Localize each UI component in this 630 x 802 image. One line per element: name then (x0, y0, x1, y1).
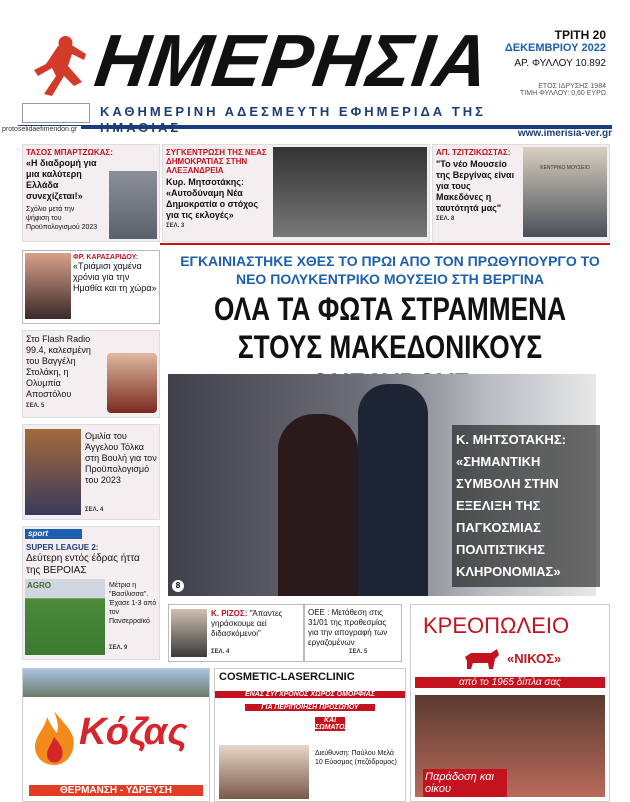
kozas-sub: ΘΕΡΜΑΝΣΗ - ΥΔΡΕΥΣΗ (29, 785, 203, 796)
runner-logo-icon (28, 30, 88, 100)
teaser-quote: «Η διαδρομή για μια καλύτερη Ελλάδα συνεχίζεται!» (26, 158, 97, 201)
price: ΤΙΜΗ ΦΥΛΛΟΥ: 0,60 ΕΥΡΩ (520, 90, 606, 97)
story-text: Στο Flash Radio 99.4, καλεσμένη του Βαγγέλη Στολάκη, η Ολυμπία Αποστόλου (26, 334, 91, 399)
story-flash-radio[interactable] (22, 330, 160, 418)
flame-icon (29, 709, 79, 767)
teaser-bartzokas[interactable] (22, 144, 160, 242)
story-page: ΣΕΛ. 4 (85, 507, 104, 513)
date-month: ΔΕΚΕΜΒΡΙΟΥ 2022 (504, 42, 606, 54)
bull-icon (461, 647, 501, 673)
story-name: Κ. ΡΙΖΟΣ: (211, 609, 248, 618)
tzitzikostas-photo (523, 147, 607, 237)
story-oee[interactable] (304, 604, 402, 662)
quote-name: Κ. ΜΗΤΣΟΤΑΚΗΣ: (456, 432, 566, 447)
sport-logo: sport (25, 529, 82, 539)
masthead-tagline: ΚΑΘΗΜΕΡΙΝΗ ΑΔΕΣΜΕΥΤΗ ΕΦΗΜΕΡΙΔΑ ΤΗΣ (100, 104, 486, 119)
story-tolkas[interactable] (22, 424, 160, 520)
story-title: SUPER LEAGUE 2: (26, 543, 99, 552)
mitsotakis-figure (358, 384, 428, 596)
teaser-nd-rally[interactable] (162, 144, 430, 242)
story-text: "Άπαντες γηράσκουμε αεί διδασκόμενοι" (211, 609, 283, 638)
date-day: ΤΡΙΤΗ 20 (554, 28, 606, 42)
kreopoleio-name: «ΝΙΚΟΣ» (507, 651, 562, 666)
ad-kozas[interactable] (22, 668, 210, 802)
lead-quote (452, 425, 600, 587)
kozas-store-photo (23, 669, 209, 697)
story-text: Ομιλία του Άγγελου Τόλκα στη Βουλή για τον Προϋπολογισμό του 2023 (85, 431, 157, 485)
story-page: ΣΕΛ. 5 (349, 649, 368, 655)
apostolou-photo (107, 353, 157, 413)
teaser-note: Σχόλιο μετά την ψήφιση του Προϋπολογισμού 2023 (26, 206, 98, 231)
cosmetic-line2: ΓΙΑ ΠΕΡΙΠΟΙΗΣΗ ΠΡΟΣΩΠΟΥ (245, 704, 375, 711)
masthead-title: ΗΜΕΡΗΣΙΑ (90, 19, 495, 102)
story-name: ΦΡ. ΚΑΡΑΣΑΡΙΔΟΥ: (73, 254, 139, 261)
kreopoleio-since: από το 1965 δίπλα σας (415, 677, 605, 688)
cosmetic-line1: ΕΝΑΣ ΣΥΓΧΡΟΝΟΣ ΧΩΡΟΣ ΟΜΟΡΦΙΑΣ (215, 691, 405, 698)
story-note: Μέτρια η "Βασίλισσα". Έχασε 1-3 από τον Πανσερραϊκό (109, 582, 157, 625)
rally-photo (273, 147, 427, 237)
quote-text: «ΣΗΜΑΝΤΙΚΗ ΣΥΜΒΟΛΗ ΣΤΗΝ ΕΞΕΛΙΞΗ ΤΗΣ ΠΑΓΚΟΣΜΙΑΣ ΠΟΛΙΤΙΣΤΙΚΗΣ ΚΛΗΡΟΝΟΜΙΑΣ» (456, 454, 561, 579)
source-watermark: protoselidaefimeridon.gr (2, 126, 81, 133)
match-photo (25, 579, 105, 655)
website-link[interactable]: www.imerisia-ver.gr (517, 128, 612, 139)
lead-headline: ΟΛΑ ΤΑ ΦΩΤΑ ΣΤΡΑΜΜΕΝΑ ΣΤΟΥΣ ΜΑΚΕΔΟΝΙΚΟΥΣ (213, 291, 567, 365)
cosmetic-line3: ΚΑΙ ΣΩΜΑΤΟΣ (315, 717, 349, 731)
issue-number: ΑΡ. ΦΥΛΛΟΥ 10.892 (514, 58, 606, 69)
teaser-tzitzikostas[interactable] (432, 144, 610, 242)
kozas-logo: Κόζας (79, 711, 188, 753)
karasaridou-photo (25, 253, 71, 319)
teaser-name: ΤΑΣΟΣ ΜΠΑΡΤΖΩΚΑΣ: (26, 148, 113, 157)
bartzokas-photo (109, 171, 157, 239)
ad-banner: AGRO (27, 581, 51, 590)
teaser-page: ΣΕΛ. 8 (436, 216, 455, 222)
date-block (486, 28, 606, 97)
rizos-photo (171, 609, 207, 657)
sponsor-logos (22, 103, 90, 123)
story-page: ΣΕΛ. 4 (211, 649, 230, 655)
museum-sign: ΚΕΝΤΡΙΚΟ ΜΟΥΣΕΙΟ (540, 165, 590, 171)
cosmetic-title: COSMETIC-LASERCLINIC (219, 671, 355, 683)
ad-cosmetic[interactable] (214, 668, 406, 802)
woman-figure (278, 414, 358, 596)
teaser-page: ΣΕΛ. 3 (166, 223, 185, 229)
teaser-title: ΣΥΓΚΕΝΤΡΩΣΗ ΤΗΣ ΝΕΑΣ ΔΗΜΟΚΡΑΤΙΑΣ ΣΤΗΝ ΑΛΕΞΑΝΔΡΕΙΑ (166, 148, 267, 175)
story-karasaridou[interactable] (22, 250, 160, 324)
page-badge: 8 (172, 580, 184, 592)
story-rizos[interactable] (168, 604, 304, 662)
story-text: «Τριάμισι χαμένα χρόνια για την Ημαθία και τη χώρα» (73, 261, 157, 293)
story-text: Δεύτερη εντός έδρας ήττα της ΒΕΡΟΙΑΣ (26, 553, 140, 576)
teaser-name: ΑΠ. ΤΖΙΤΖΙΚΩΣΤΑΣ: (436, 148, 511, 157)
teaser-quote: "Το νέο Μουσείο της Βεργίνας είναι για τους Μακεδόνες η ταυτότητά μας" (436, 159, 515, 213)
story-super-league[interactable] (22, 526, 160, 660)
kreopoleio-slogan: Παράδοση και οίκου (423, 769, 507, 797)
ad-kreopoleio[interactable] (410, 604, 610, 802)
lead-kicker: ΕΓΚΑΙΝΙΑΣΤΗΚΕ ΧΘΕΣ ΤΟ ΠΡΩΙ ΑΠΟ ΤΟΝ ΠΡΩΘΥΠΟΥΡΓΟ ΤΟ ΝΕΟ ΠΟΛΥΚΕΝΤΡΙΚΟ ΜΟΥΣΕΙΟ ΣΤΗ ΒΕΡΓΙΝΑ (180, 253, 600, 287)
kreopoleio-title: ΚΡΕΟΠΩΛΕΙΟ (423, 613, 570, 638)
teaser-divider (160, 243, 610, 245)
teaser-quote: Κυρ. Μητσοτάκης: «Αυτοδύναμη Νέα Δημοκρατία ο στόχος για τις εκλογές» (166, 177, 259, 220)
founded-year: ΕΤΟΣ ΙΔΡΥΣΗΣ 1984 (538, 83, 606, 90)
cosmetic-photo (219, 745, 309, 799)
story-page: ΣΕΛ. 9 (109, 645, 128, 651)
tolkas-photo (25, 429, 81, 515)
story-page: ΣΕΛ. 5 (26, 403, 45, 409)
story-text: ΟΕΕ : Μετάθεση στις 31/01 της προθεσμίας για την απογραφή των εργαζομένων (308, 608, 388, 647)
cosmetic-address: Διεύθυνση: Παύλου Μελά 10 Εύοσμος (πεζόδρομος) (315, 750, 397, 766)
